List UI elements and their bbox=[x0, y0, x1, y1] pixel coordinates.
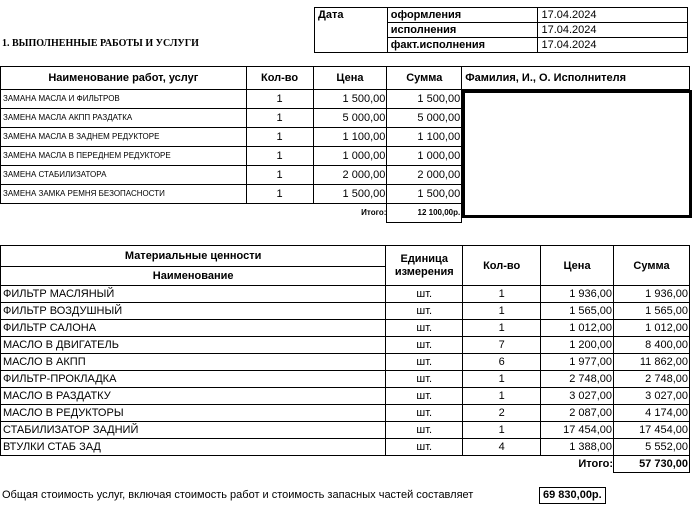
works-header-name: Наименование работ, услуг bbox=[1, 67, 247, 90]
material-price: 1 936,00 bbox=[541, 286, 614, 303]
materials-header-qty: Кол-во bbox=[463, 246, 541, 286]
material-unit: шт. bbox=[386, 337, 463, 354]
table-row bbox=[1, 388, 690, 405]
works-header-qty: Кол-во bbox=[246, 67, 313, 90]
work-qty: 1 bbox=[246, 109, 313, 128]
works-header-executor: Фамилия, И., О. Исполнителя bbox=[462, 67, 690, 90]
material-unit: шт. bbox=[386, 422, 463, 439]
material-sum: 1 936,00 bbox=[614, 286, 690, 303]
work-name: ЗАМЕНА МАСЛА В ЗАДНЕМ РЕДУКТОРЕ bbox=[1, 128, 247, 147]
work-price: 1 000,00 bbox=[313, 147, 387, 166]
material-price: 1 565,00 bbox=[541, 303, 614, 320]
material-sum: 3 027,00 bbox=[614, 388, 690, 405]
material-price: 2 087,00 bbox=[541, 405, 614, 422]
work-sum: 1 500,00 bbox=[387, 90, 462, 109]
work-sum: 1 100,00 bbox=[387, 128, 462, 147]
table-row bbox=[1, 320, 690, 337]
section-title: 1. ВЫПОЛНЕННЫЕ РАБОТЫ И УСЛУГИ bbox=[2, 38, 199, 49]
material-qty: 7 bbox=[463, 337, 541, 354]
material-qty: 4 bbox=[463, 439, 541, 456]
material-sum: 5 552,00 bbox=[614, 439, 690, 456]
material-name: МАСЛО В АКПП bbox=[1, 354, 386, 371]
materials-table bbox=[0, 245, 690, 473]
material-name: ВТУЛКИ СТАБ ЗАД bbox=[1, 439, 386, 456]
redacted-executor-box bbox=[462, 90, 692, 218]
material-sum: 1 012,00 bbox=[614, 320, 690, 337]
material-name: СТАБИЛИЗАТОР ЗАДНИЙ bbox=[1, 422, 386, 439]
work-sum: 2 000,00 bbox=[387, 166, 462, 185]
material-sum: 2 748,00 bbox=[614, 371, 690, 388]
material-unit: шт. bbox=[386, 371, 463, 388]
work-qty: 1 bbox=[246, 147, 313, 166]
works-total-value: 12 100,00р. bbox=[387, 204, 462, 223]
materials-total-value: 57 730,00 bbox=[614, 456, 690, 473]
work-name: ЗАМАНА МАСЛА И ФИЛЬТРОВ bbox=[1, 90, 247, 109]
table-row bbox=[1, 422, 690, 439]
material-unit: шт. bbox=[386, 286, 463, 303]
material-unit: шт. bbox=[386, 320, 463, 337]
work-price: 1 500,00 bbox=[313, 90, 387, 109]
material-qty: 1 bbox=[463, 422, 541, 439]
material-sum: 1 565,00 bbox=[614, 303, 690, 320]
materials-header-price: Цена bbox=[541, 246, 614, 286]
grand-total: 69 830,00р. bbox=[539, 487, 606, 504]
work-sum: 1 500,00 bbox=[387, 185, 462, 204]
material-qty: 1 bbox=[463, 286, 541, 303]
material-qty: 6 bbox=[463, 354, 541, 371]
work-price: 1 100,00 bbox=[313, 128, 387, 147]
date-row-label: оформления bbox=[387, 8, 538, 23]
table-row bbox=[1, 354, 690, 371]
material-name: ФИЛЬТР САЛОНА bbox=[1, 320, 386, 337]
table-row bbox=[1, 371, 690, 388]
material-qty: 1 bbox=[463, 320, 541, 337]
date-row-label: факт.исполнения bbox=[387, 38, 538, 53]
material-name: МАСЛО В РАЗДАТКУ bbox=[1, 388, 386, 405]
table-row bbox=[1, 439, 690, 456]
material-name: ФИЛЬТР-ПРОКЛАДКА bbox=[1, 371, 386, 388]
material-qty: 1 bbox=[463, 303, 541, 320]
dates-label: Дата bbox=[315, 8, 388, 53]
works-total-label: Итого: bbox=[361, 208, 387, 218]
date-row-label: исполнения bbox=[387, 23, 538, 38]
dates-table bbox=[314, 7, 688, 53]
work-qty: 1 bbox=[246, 90, 313, 109]
work-name: ЗАМЕНА МАСЛА В ПЕРЕДНЕМ РЕДУКТОРЕ bbox=[1, 147, 247, 166]
work-sum: 1 000,00 bbox=[387, 147, 462, 166]
material-name: ФИЛЬТР МАСЛЯНЫЙ bbox=[1, 286, 386, 303]
material-price: 17 454,00 bbox=[541, 422, 614, 439]
material-unit: шт. bbox=[386, 388, 463, 405]
material-price: 1 388,00 bbox=[541, 439, 614, 456]
work-name: ЗАМЕНА СТАБИЛИЗАТОРА bbox=[1, 166, 247, 185]
work-qty: 1 bbox=[246, 128, 313, 147]
materials-header-group: Материальные ценности bbox=[1, 246, 386, 267]
material-qty: 1 bbox=[463, 371, 541, 388]
material-sum: 11 862,00 bbox=[614, 354, 690, 371]
table-row bbox=[1, 405, 690, 422]
material-qty: 1 bbox=[463, 388, 541, 405]
work-qty: 1 bbox=[246, 185, 313, 204]
work-name: ЗАМЕНА МАСЛА АКПП РАЗДАТКА bbox=[1, 109, 247, 128]
material-qty: 2 bbox=[463, 405, 541, 422]
materials-total-label: Итого: bbox=[578, 458, 614, 471]
material-unit: шт. bbox=[386, 303, 463, 320]
date-row-value: 17.04.2024 bbox=[538, 8, 688, 23]
work-name: ЗАМЕНА ЗАМКА РЕМНЯ БЕЗОПАСНОСТИ bbox=[1, 185, 247, 204]
material-name: МАСЛО В РЕДУКТОРЫ bbox=[1, 405, 386, 422]
materials-header-unit: Единица измерения bbox=[386, 246, 463, 286]
material-sum: 17 454,00 bbox=[614, 422, 690, 439]
material-name: ФИЛЬТР ВОЗДУШНЫЙ bbox=[1, 303, 386, 320]
work-sum: 5 000,00 bbox=[387, 109, 462, 128]
table-row bbox=[1, 286, 690, 303]
work-price: 1 500,00 bbox=[313, 185, 387, 204]
works-header-price: Цена bbox=[313, 67, 387, 90]
material-price: 1 977,00 bbox=[541, 354, 614, 371]
material-unit: шт. bbox=[386, 439, 463, 456]
material-sum: 8 400,00 bbox=[614, 337, 690, 354]
works-header-sum: Сумма bbox=[387, 67, 462, 90]
work-price: 2 000,00 bbox=[313, 166, 387, 185]
material-price: 1 200,00 bbox=[541, 337, 614, 354]
material-unit: шт. bbox=[386, 354, 463, 371]
date-row-value: 17.04.2024 bbox=[538, 38, 688, 53]
table-row bbox=[1, 303, 690, 320]
materials-header-name: Наименование bbox=[1, 267, 386, 286]
work-price: 5 000,00 bbox=[313, 109, 387, 128]
footer-text: Общая стоимость услуг, включая стоимость работ и стоимость запасных частей составляет bbox=[2, 489, 474, 501]
materials-header-sum: Сумма bbox=[614, 246, 690, 286]
material-price: 2 748,00 bbox=[541, 371, 614, 388]
table-row bbox=[1, 337, 690, 354]
material-price: 3 027,00 bbox=[541, 388, 614, 405]
material-sum: 4 174,00 bbox=[614, 405, 690, 422]
work-qty: 1 bbox=[246, 166, 313, 185]
material-unit: шт. bbox=[386, 405, 463, 422]
material-price: 1 012,00 bbox=[541, 320, 614, 337]
material-name: МАСЛО В ДВИГАТЕЛЬ bbox=[1, 337, 386, 354]
date-row-value: 17.04.2024 bbox=[538, 23, 688, 38]
